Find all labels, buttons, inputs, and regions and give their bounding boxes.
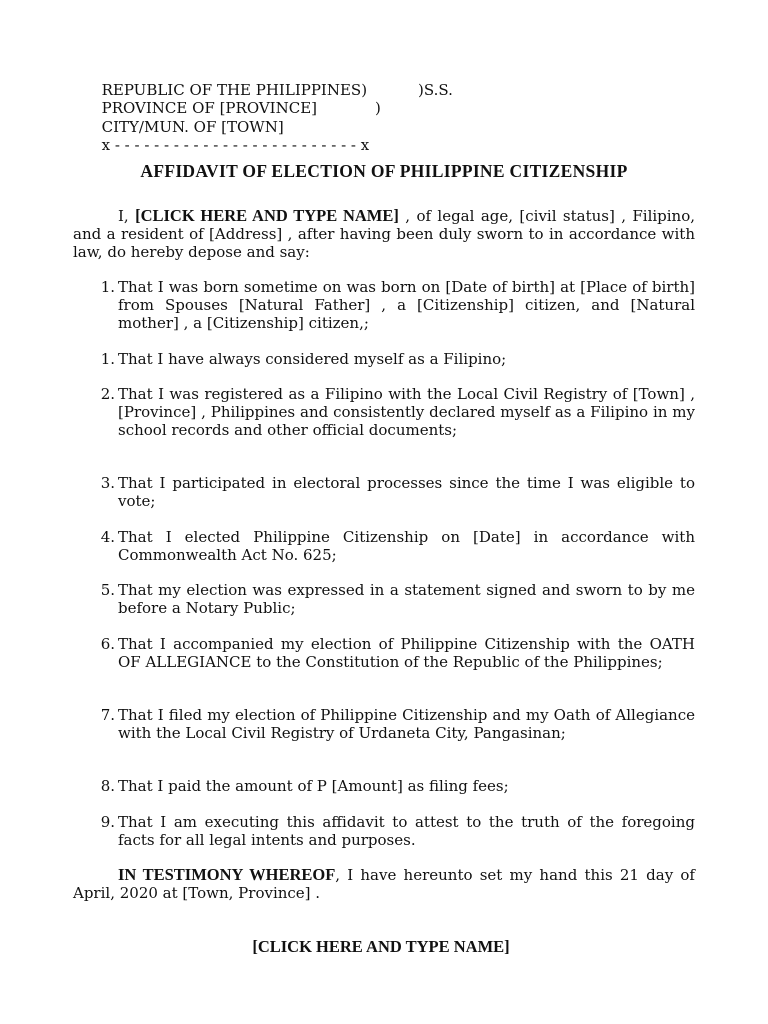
list-item-text: That I was registered as a Filipino with the Local Civil Registry of [Town] , [Province] , Philippines and consistently declared myself as a Filipino in my school records and other official documents; xyxy=(118,385,695,439)
list-item-number: 4. xyxy=(100,528,115,546)
list-item-number: 1. xyxy=(100,350,115,368)
list-item-number: 7. xyxy=(100,706,115,724)
caption-line-city xyxy=(73,99,381,136)
list-item xyxy=(93,706,695,742)
list-item xyxy=(93,813,695,849)
list-item xyxy=(93,385,695,439)
list-item xyxy=(93,350,695,368)
list-item-number: 2. xyxy=(100,385,115,403)
caption-line-divider xyxy=(73,118,370,154)
list-item xyxy=(93,474,695,510)
caption-republic: REPUBLIC OF THE PHILIPPINES) xyxy=(101,80,368,99)
venue-caption xyxy=(73,62,453,154)
list-item xyxy=(93,528,695,564)
testimony-rest: , I have hereunto set my hand this 21 day of April, 2020 at [Town, Province] . xyxy=(73,866,695,902)
document-title: AFFIDAVIT OF ELECTION OF PHILIPPINE CITIZENSHIP xyxy=(140,161,628,181)
list-item xyxy=(93,635,695,671)
list-item-number: 3. xyxy=(100,474,115,492)
caption-city-paren: ) xyxy=(375,99,381,117)
caption-line-province xyxy=(73,80,453,117)
caption-city: CITY/MUN. OF [TOWN] xyxy=(101,117,284,136)
list-item-number: 8. xyxy=(100,777,115,795)
caption-line-republic xyxy=(73,62,369,99)
caption-ss: )S.S. xyxy=(418,80,453,99)
list-item xyxy=(93,581,695,617)
list-item-text: That I have always considered myself as a Filipino; xyxy=(118,350,507,368)
caption-divider: x - - - - - - - - - - - - - - - - - - - - - - - - - x xyxy=(101,136,370,154)
list-item-text: That I am executing this affidavit to attest to the truth of the foregoing facts for all legal intents and purposes. xyxy=(118,813,695,849)
list-item-text: That I accompanied my election of Philippine Citizenship with the OATH OF ALLEGIANCE to the Constitution of the Republic of the Philippines; xyxy=(118,635,695,671)
signature-name-field[interactable]: [CLICK HERE AND TYPE NAME] xyxy=(252,937,510,956)
testimony-paragraph xyxy=(73,866,695,902)
list-item-text: That my election was expressed in a statement signed and sworn to by me before a Notary Public; xyxy=(118,581,695,617)
list-item-number: 9. xyxy=(100,813,115,831)
list-item-text: That I participated in electoral processes since the time I was eligible to vote; xyxy=(118,474,695,510)
intro-paragraph xyxy=(73,207,695,261)
list-item-text: That I elected Philippine Citizenship on [Date] in accordance with Commonwealth Act No. 625; xyxy=(118,528,695,564)
list-item-number: 5. xyxy=(100,581,115,599)
list-item-number: 6. xyxy=(100,635,115,653)
list-item-number: 1. xyxy=(100,278,115,296)
intro-lead: I, xyxy=(118,207,136,225)
testimony-lead: IN TESTIMONY WHEREOF xyxy=(118,865,336,884)
list-item-text: That I filed my election of Philippine Citizenship and my Oath of Allegiance with the Local Civil Registry of Urdaneta City, Pangasinan; xyxy=(118,706,695,742)
list-item-text: That I was born sometime on was born on [Date of birth] at [Place of birth] from Spouses [Natural Father] , a [Citizenship] citizen, and [Natural mother] , a [Citizenship] citizen,; xyxy=(118,278,695,332)
name-field[interactable]: [CLICK HERE AND TYPE NAME] xyxy=(135,206,399,225)
list-item xyxy=(93,777,695,795)
intro-rest: , of legal age, [civil status] , Filipino, and a resident of [Address] , after having been duly sworn to in accordance with law, do hereby depose and say: xyxy=(73,207,696,261)
caption-province: PROVINCE OF [PROVINCE] xyxy=(101,99,318,117)
list-item xyxy=(93,278,695,332)
list-item-text: That I paid the amount of P [Amount] as filing fees; xyxy=(118,777,509,795)
